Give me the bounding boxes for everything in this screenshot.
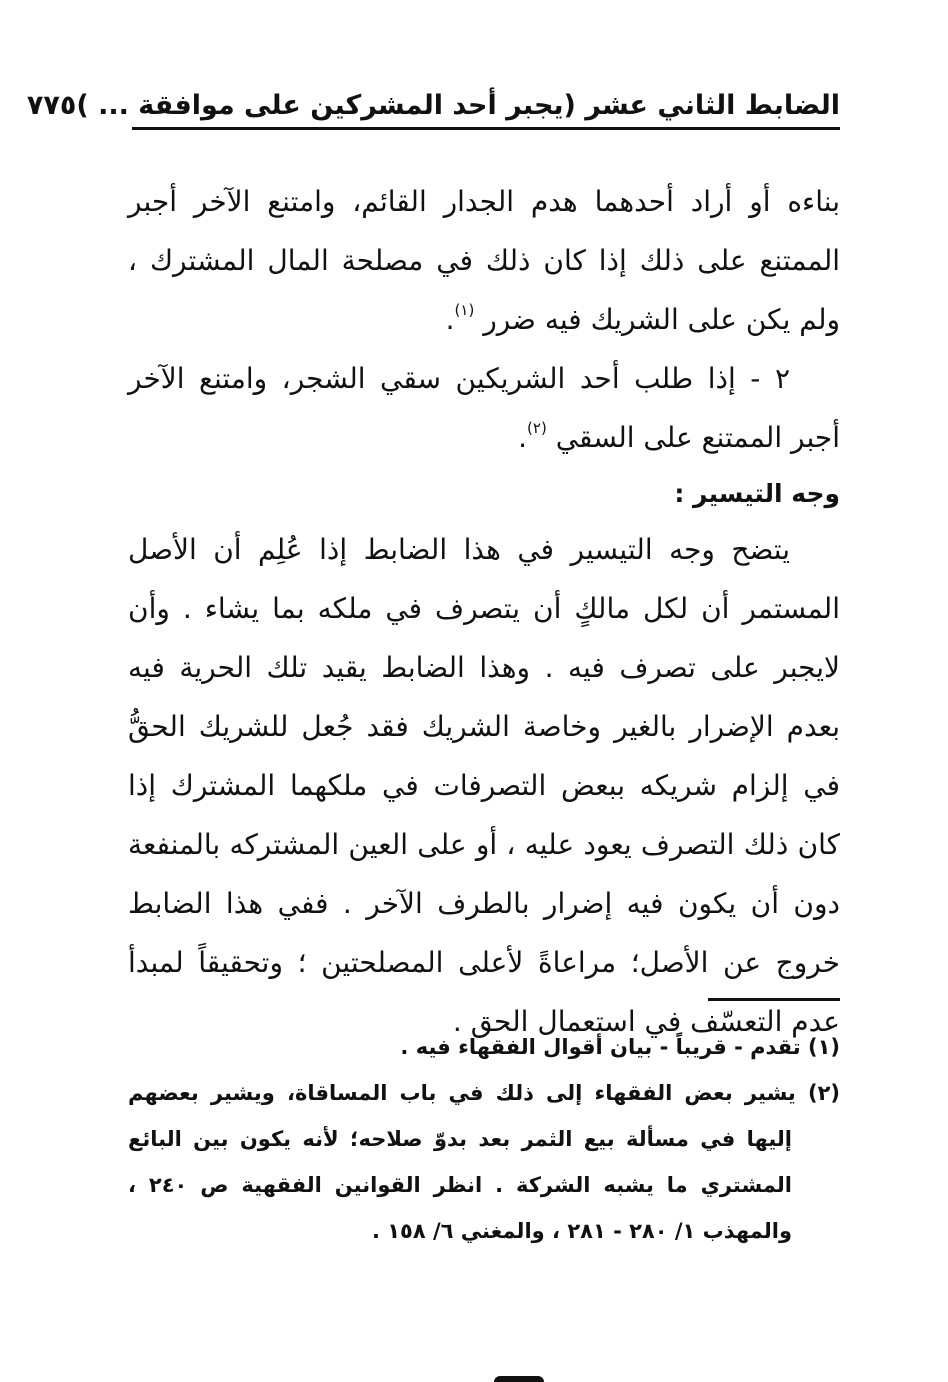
footnote-2: (٢) يشير بعض الفقهاء إلى ذلك في باب المساقاة، ويشير بعضهم إليها في مسألة بيع الثمر بعد بدوّ صلاحه؛ لأنه يكون بين البائع المشتري ما يشبه الشركة . انظر القوانين الفقهية ص ٢٤٠ ، والمهذب ١/ ٢٨٠ - ٢٨١ ، والمغني ٦/ ١٥٨ . <box>128 1081 840 1243</box>
running-header <box>26 76 840 126</box>
paragraph-1: بناءه أو أراد أحدهما هدم الجدار القائم، وامتنع الآخر أجبر الممتنع على ذلك إذا كان ذلك في مصلحة المال المشترك ، ولم يكن على الشريك فيه ضرر $^{(١)}$. <box>128 185 840 336</box>
header-title: الضابط الثاني عشر (يجبر أحد المشركين على موافقة ... ) <box>76 90 840 121</box>
footnote-separator <box>708 998 840 1001</box>
page-number: ٧٧٥ <box>26 90 77 121</box>
footnote-1: (١) تقدم - قريباً - بيان أقوال الفقهاء فيه . <box>400 1035 840 1059</box>
section-subheading: وجه التيسير : <box>674 479 840 508</box>
paragraph-2: ٢ - إذا طلب أحد الشريكين سقي الشجر، وامتنع الآخر أجبر الممتنع على السقي $^{(٢)}$. <box>128 362 840 454</box>
footnotes <box>128 1024 840 1254</box>
paragraph-1-text: بناءه أو أراد أحدهما هدم الجدار القائم، وامتنع الآخر أجبر الممتنع على ذلك إذا كان ذلك في مصلحة المال المشترك ، ولم يكن على الشريك فيه ضرر <box>128 185 840 336</box>
page-edge-mark <box>494 1376 544 1382</box>
footnote-ref-2: (٢) <box>527 419 547 437</box>
header-rule <box>132 127 840 130</box>
paragraph-2-text: ٢ - إذا طلب أحد الشريكين سقي الشجر، وامتنع الآخر أجبر الممتنع على السقي <box>128 362 840 454</box>
main-text <box>128 172 840 1051</box>
paragraph-3: يتضح وجه التيسير في هذا الضابط إذا عُلِم أن الأصل المستمر أن لكل مالكٍ أن يتصرف في ملكه بما يشاء . وأن لايجبر على تصرف فيه . وهذا الضابط يقيد تلك الحرية فيه بعدم الإضرار بالغير وخاصة الشريك فقد جُعل للشريك الحقُّ في إلزام شريكه ببعض التصرفات في ملكهما المشترك إذا كان ذلك التصرف يعود عليه ، أو على العين المشتركه بالمنفعة دون أن يكون فيه إضرار بالطرف الآخر . ففي هذا الضابط خروج عن الأصل؛ مراعاةً لأعلى المصلحتين ؛ وتحقيقاً لمبدأ عدم التعسّف في استعمال الحق . <box>128 533 840 1038</box>
footnote-ref-1: (١) <box>454 301 475 319</box>
